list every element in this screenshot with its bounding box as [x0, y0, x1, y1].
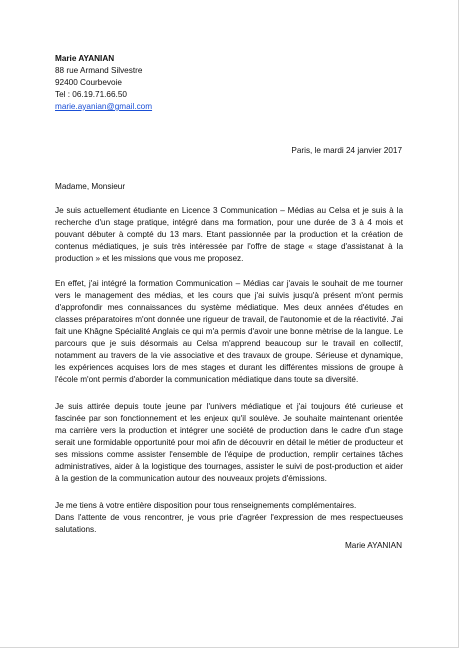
body-paragraph-2: En effet, j'ai intégré la formation Communication – Médias car j'avais le souhait de me tourner vers le management des médias, et les cours que j'ai suivis jusqu'à présent m'ont permis d'approfondir mes connaissances du système médiatique. Mes deux années d'études en classes préparatoires m'ont donnée une rigueur de travail, de l'autonomie et de la réactivité. J'ai fait une Khâgne Spécialité Anglais ce qui m'a permis d'avoir une bonne mètrise de la langue. Le parcours que je suis désormais au Celsa m'apprend beaucoup sur le travail en collectif, notamment au travers de la vie associative et des travaux de groupe. Sérieuse et dynamique, les expériences acquises lors de mes stages et durant les différentes missions de groupe à l'école m'ont permis d'aborder la communication médiatique dans toute sa diversité. [55, 279, 403, 384]
closing-paragraph [55, 500, 403, 536]
sender-address-street: 88 rue Armand Silvestre [55, 66, 143, 75]
letter-date: Paris, le mardi 24 janvier 2017 [291, 146, 402, 155]
sender-address-city: 92400 Courbevoie [55, 78, 122, 87]
sender-name: Marie AYANIAN [55, 54, 115, 63]
signature: Marie AYANIAN [344, 541, 402, 550]
body-paragraph-3: Je suis attirée depuis toute jeune par l'univers médiatique et j'ai toujours été curieuse et fascinée par son fonctionnement et les enjeux qu'il soulève. Je souhaite maintenant orientée ma carrière vers la production et intégrer une société de production dans le cadre d'un stage serait une formidable opportunité pour moi afin de découvrir en détail le métier de producteur et ses missions comme assister l'ensemble de l'équipe de production, remplir certaines tâches administratives, aider à la logistique des tournages, assister le suivi de post-production et aider à la gestion de la communication autour des nouveaux projets d'émissions. [55, 402, 403, 483]
body-paragraph-1: Je suis actuellement étudiante en Licence 3 Communication – Médias au Celsa et je suis à la recherche d'un stage pratique, intégré dans ma formation, pour une durée de 3 à 4 mois et pouvant débuter à compté du 13 mars. Etant passionnée par la production et la création de contenus médiatiques, je suis très intéressée par l'offre de stage « stage d'assistanat à la production » et les missions que vous me proposez. [55, 206, 403, 263]
sender-phone: Tel : 06.19.71.66.50 [55, 90, 127, 99]
sender-block [55, 53, 152, 113]
sender-email-link[interactable]: marie.ayanian@gmail.com [55, 102, 153, 111]
closing-line-1: Je me tiens à votre entière disposition pour tous renseignements complémentaires. [55, 501, 357, 510]
closing-line-2: Dans l'attente de vous rencontrer, je vous prie d'agréer l'expression de mes respectueuses salutations. [55, 513, 403, 534]
salutation: Madame, Monsieur [55, 182, 126, 191]
